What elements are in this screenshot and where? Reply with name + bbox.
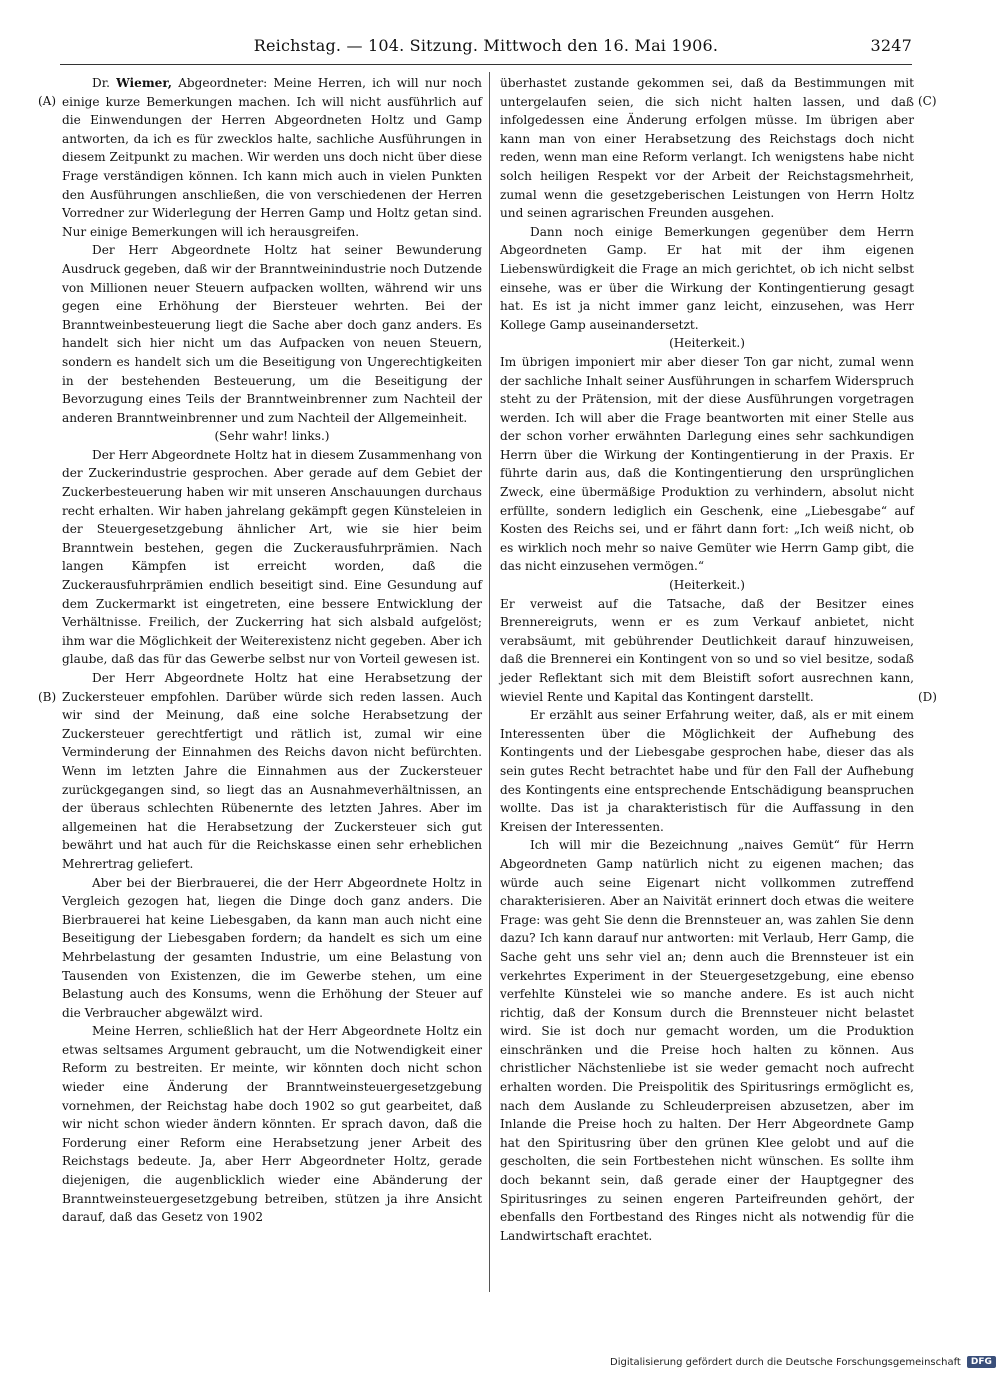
page-header (60, 36, 912, 60)
paragraph-text: Abgeordneter: Meine Herren, ich will nur noch einige kurze Bemerkungen machen. Ich will nicht ausführlich auf die Einwendungen der Herren Abgeordneten Holtz und Gamp antworten, da ich es für zwecklos halte, sachliche Ausführungen in diesem Zeitpunkt zu machen. Wir werden uns doch nicht über diese Frage verständigen können. Ich kann mich auch in vielen Punkten den Ausführungen anschließen, die von verschiedenen der Herren Vorredner zur Widerlegung der Herren Gamp und Holtz getan sind. Nur einige Bemerkungen will ich herausgreifen. (62, 76, 482, 239)
paragraph: Er erzählt aus seiner Erfahrung weiter, daß, als er mit einem Interessenten über die Möglichkeit der Aufhebung des Kontingents und der Liebesgabe gesprochen habe, dieser das als sein gutes Recht betrachtet habe und für den Fall der Aufhebung des Kontingents eine entsprechende Entschädigung beanspruchen wollte. Das ist ja charakteristisch für die Auffassung in den Kreisen der Interessenten. (500, 708, 914, 834)
interjection: (Heiterkeit.) (669, 578, 745, 593)
header-rule (60, 64, 912, 65)
margin-marker-c: (C) (918, 94, 937, 108)
dfg-logo: DFG (967, 1356, 996, 1368)
paragraph: Aber bei der Bierbrauerei, die der Herr Abgeordnete Holtz in Vergleich gezogen hat, liegen die Dinge doch ganz anders. Die Bierbrauerei hat keine Liebesgaben, da kann man auch nicht eine Beseitigung der Liebesgaben fordern; da handelt es sich um eine Mehrbelastung der gesamten Industrie, um eine Belastung von Tausenden von Existenzen, die im Gewerbe stehen, um eine Belastung auch des Konsums, wenn die Erhöhung der Steuer auf die Verbraucher abgewälzt wird. (62, 875, 482, 1020)
paragraph: Im übrigen imponiert mir aber dieser Ton gar nicht, zumal wenn der sachliche Inhalt seiner Ausführungen in scharfem Widerspruch steht zu der Prätension, mit der diese Ausführungen vorgetragen werden. Ich will aber die Frage beantworten mit einer Stelle aus der schon vorher erwähnten Darlegung eines sehr sachkundigen Herrn über die Wirkung der Kontingentierung in der Praxis. Er führte darin aus, daß die Kontingentierung den ursprünglichen Zweck, eine übermäßige Produktion zu verhindern, absolut nicht erfüllte, sondern lediglich ein Geschenk, eine „Liebesgabe“ auf Kosten des Reichs sei, und er fährt dann fort: „Ich weiß nicht, ob es wirklich noch mehr so naive Gemüter wie Herrn Gamp gibt, die das nicht einzusehen vermögen.“ (500, 354, 914, 574)
page-number: 3247 (870, 36, 912, 55)
paragraph: Der Herr Abgeordnete Holtz hat seiner Bewunderung Ausdruck gegeben, daß wir der Branntweinindustrie noch Dutzende von Millionen neuer Steuern aufpacken wollten, während wir uns gegen eine Erhöhung der Biersteuer wehrten. Bei der Branntweinbesteuerung liegt die Sache aber doch ganz anders. Es handelt sich hier nicht um das Aufpacken von neuen Steuern, sondern es handelt sich um die Beseitigung von Ungerechtigkeiten in der bestehenden Besteuerung, um die Beseitigung der Bevorzugung eines Teils der Branntweinbrenner zum Nachteil der anderen Branntweinbrenner und zum Nachteil der Allgemeinheit. (62, 243, 482, 425)
running-title: Reichstag. — 104. Sitzung. Mittwoch den 16. Mai 1906. (253, 36, 719, 55)
paragraph: Ich will mir die Bezeichnung „naives Gemüt“ für Herrn Abgeordneten Gamp natürlich nicht zu eigenen machen; das würde auch seine Eigenart nicht vollkommen zutreffend charakterisieren. Aber an Naivität erinnert doch etwas die weitere Frage: was geht Sie denn die Brennsteuer an, was zahlen Sie denn dazu? Ich kann darauf nur antworten: mit Verlaub, Herr Gamp, die Sache geht uns sehr viel an; denn auch die Brennsteuer ist ein verkehrtes Experiment in der Steuergesetzgebung, eine ebenso verfehlte Künstelei wie so manche andere. Es ist auch nicht richtig, daß der Konsum durch die Brennsteuer nicht belastet wird. Sie ist doch nur gemacht worden, um die Produktion einschränken und die Preise hoch halten zu können. Aus christlicher Nächstenliebe ist sie weder gemacht noch aufrecht erhalten worden. Die Preispolitik des Spiritusrings ermöglicht es, nach dem Auslande zu Schleuderpreisen abzusetzen, aber im Inlande die Preise hoch zu halten. Der Herr Abgeordnete Gamp hat den Spiritusring über den grünen Klee gelobt und auf die gescholten, die sein Fortbestehen nicht wünschen. Es sollte ihm doch bekannt sein, daß gerade einer der Hauptgegner des Spiritusringes zu seinen engeren Parteifreunden gehört, der ebenfalls den Fortbestand des Ringes nicht als notwendig für die Landwirtschaft erachtet. (500, 838, 914, 1243)
footer-credit: Digitalisierung gefördert durch die Deutsche Forschungsgemeinschaft (610, 1356, 961, 1368)
margin-marker-b: (B) (38, 690, 57, 704)
digitization-footer (610, 1352, 996, 1372)
paragraph: Der Herr Abgeordnete Holtz hat eine Herabsetzung der Zuckersteuer empfohlen. Darüber würde sich reden lassen. Auch wir sind der Meinung, daß eine solche Herabsetzung der Zuckersteuer gerechtfertigt und rätlich ist, zumal wir eine Verminderung der Einnahmen des Reichs davon nicht befürchten. Wenn im letzten Jahre die Einnahmen aus der Zuckersteuer zurückgegangen sind, so liegt das an Ausnahmeverhältnissen, an der überaus schlechten Rübenernte des letzten Jahres. Aber im allgemeinen hat die Herabsetzung der Zuckersteuer sich gut bewährt und hat auch für die Reichskasse einen sehr erheblichen Mehrertrag geliefert. (62, 671, 482, 871)
margin-marker-a: (A) (38, 94, 57, 108)
interjection: (Heiterkeit.) (669, 336, 745, 351)
paragraph: Meine Herren, schließlich hat der Herr Abgeordnete Holtz ein etwas seltsames Argument gebraucht, um die Notwendigkeit einer Reform zu bestreiten. Er meinte, wir könnten doch nicht schon wieder eine Änderung der Branntweinsteuergesetzgebung vornehmen, der Reichstag habe doch 1902 so gut gearbeitet, daß wir nicht schon wieder ändern könnten. Er sprach davon, daß die Forderung einer Reform eine Herabsetzung jener Arbeit des Reichstags bedeute. Ja, aber Herr Abgeordneter Holtz, gerade diejenigen, die augenblicklich wieder eine Abänderung der Branntweinsteuergesetzgebung betreiben, stützen ja ihre Ansicht darauf, daß das Gesetz von 1902 (62, 1024, 482, 1225)
paragraph: überhastet zustande gekommen sei, daß da Bestimmungen mit untergelaufen seien, die sich nicht halten lassen, und daß infolgedessen eine Änderung erfolgen müsse. Im übrigen aber kann man von einer Herabsetzung des Reichstags doch nicht reden, wenn man eine Reform verlangt. Ich wenigstens habe nicht solch heiligen Respekt vor der Arbeit der Reichstagsmehrheit, zumal wenn die gesetzgeberischen Leistungen von Herrn Holtz und seinen agrarischen Freunden ausgehen. (500, 76, 914, 221)
interjection: (Sehr wahr! links.) (214, 429, 330, 444)
paragraph: Der Herr Abgeordnete Holtz hat in diesem Zusammenhang von der Zuckerindustrie gesprochen. Aber gerade auf dem Gebiet der Zuckerbesteuerung haben wir mit unseren Anschauungen durchaus recht erhalten. Wir haben jahrelang gekämpft gegen Künsteleien in der Steuergesetzgebung ähnlicher Art, wie sie hier beim Branntwein bestehen, gegen die Zuckerausfuhrprämien. Nach langen Kämpfen ist erreicht worden, daß die Zuckerausfuhrprämien endlich beseitigt sind. Eine Gesundung auf dem Zuckermarkt ist eingetreten, eine bessere Entwicklung der Verhältnisse. Freilich, der Zuckerring hat sich alsbald aufgelöst; ihm war die Möglichkeit der Weiterexistenz nicht gegeben. Aber ich glaube, daß das für das Gewerbe selbst nur von Vorteil gewesen ist. (62, 447, 482, 667)
right-column (500, 74, 914, 1245)
left-column (62, 74, 482, 1227)
paragraph: Dann noch einige Bemerkungen gegenüber dem Herrn Abgeordneten Gamp. Er hat mit der ihm eigenen Liebenswürdigkeit die Frage an mich gerichtet, ob ich nicht selbst einsehe, was er über die Wirkung der Kontingentierung gesagt hat. Es ist ja nicht immer ganz leicht, einzusehen, was Herr Kollege Gamp auseinandersetzt. (500, 224, 914, 332)
paragraph (62, 74, 482, 241)
speaker-name: Wiemer, (116, 76, 173, 90)
paragraph: Er verweist auf die Tatsache, daß der Besitzer eines Brennereigruts, wenn er es zum Verkauf anbietet, nicht verabsäumt, mit gebührender Deutlichkeit darauf hinzuweisen, daß die Brennerei ein Kontingent von so und so viel besitze, sodaß jeder Reflektant sich mit dem Bleistift sofort ausrechnen kann, wieviel Rente und Kapital das Kontingent darstellt. (500, 596, 914, 704)
speaker-prefix: Dr. (92, 76, 110, 90)
column-divider (489, 72, 490, 1292)
margin-marker-d: (D) (918, 690, 937, 704)
